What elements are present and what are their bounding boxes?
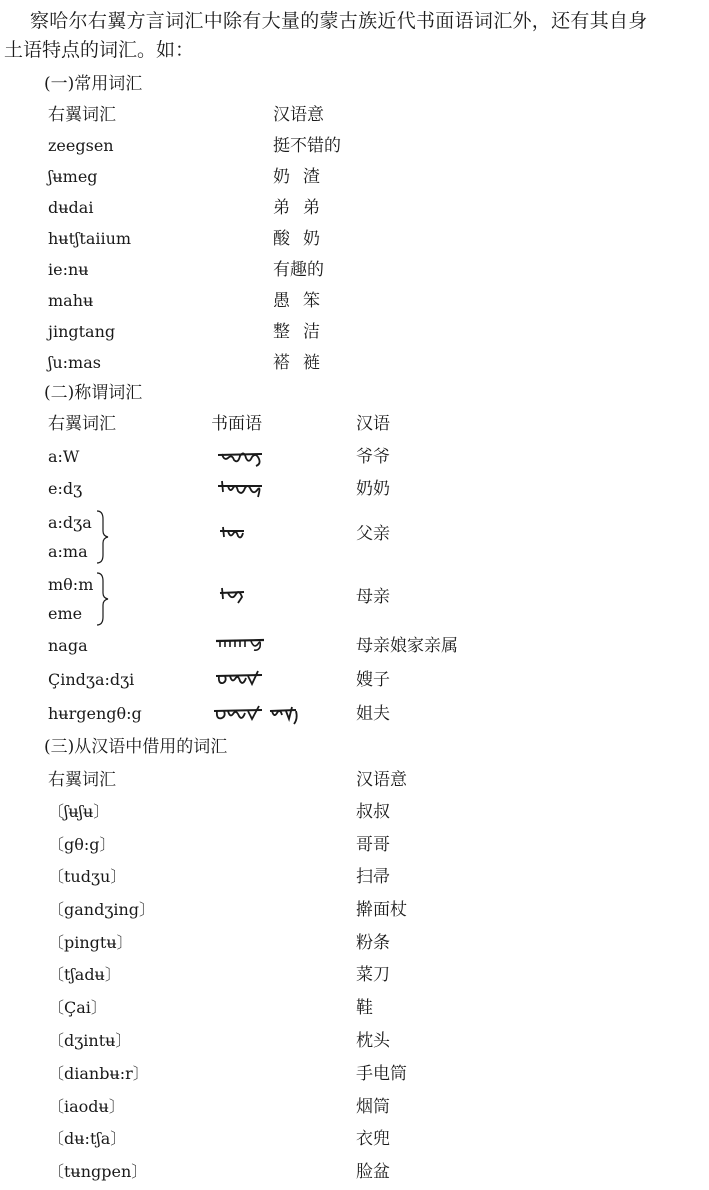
section3-col-header-meaning: 汉语意	[356, 770, 407, 790]
section1-row-word: ʃu:mas	[48, 353, 101, 372]
section3-row-meaning: 衣兜	[356, 1129, 390, 1149]
section2-row-word-alt: a:ma	[48, 542, 88, 561]
section3-row-meaning: 鞋	[356, 998, 373, 1018]
grouping-brace	[94, 571, 110, 627]
section1-heading: (一)常用词汇	[44, 74, 143, 94]
section1-row-meaning: 褡裢	[273, 353, 333, 373]
section3-row-word: 〔tʃadʉ〕	[48, 965, 121, 984]
section2-row-meaning: 母亲娘家亲属	[356, 636, 458, 656]
section3-row-word: 〔tudʒu〕	[48, 867, 127, 886]
mongolian-script-glyph	[214, 668, 266, 690]
section3-row-meaning: 脸盆	[356, 1162, 390, 1182]
mongolian-script-glyph	[216, 478, 264, 500]
section1-row-meaning: 酸奶	[273, 229, 333, 249]
section3-row-word: 〔pingtʉ〕	[48, 933, 133, 952]
intro-line-2: 土语特点的词汇。如：	[4, 39, 195, 61]
section3-row-word: 〔iaodʉ〕	[48, 1097, 125, 1116]
grouping-brace	[94, 509, 110, 565]
section2-row-word: naga	[48, 636, 88, 655]
section1-row-meaning: 愚笨	[273, 291, 333, 311]
mongolian-script-glyph	[212, 703, 302, 727]
section1-row-meaning: 奶渣	[273, 167, 333, 187]
intro-line-1: 察哈尔右翼方言词汇中除有大量的蒙古族近代书面语词汇外，还有其自身	[30, 10, 648, 32]
section3-row-meaning: 粉条	[356, 933, 390, 953]
section2-row-meaning: 姐夫	[356, 704, 390, 724]
section3-heading: (三)从汉语中借用的词汇	[44, 737, 228, 757]
section2-row-word-alt: eme	[48, 604, 83, 623]
section1-row-word: mahʉ	[48, 291, 94, 310]
section1-row-meaning: 挺不错的	[273, 136, 341, 156]
section3-row-word: 〔gandʒing〕	[48, 900, 156, 919]
section3-row-meaning: 菜刀	[356, 965, 390, 985]
section3-row-word: 〔dianbʉ:r〕	[48, 1064, 149, 1083]
section1-row-word: jingtang	[48, 322, 116, 341]
mongolian-script-glyph	[214, 634, 266, 654]
section3-row-word: 〔ʃʉʃʉ〕	[48, 802, 110, 821]
section3-row-meaning: 擀面杖	[356, 900, 407, 920]
section2-row-meaning: 奶奶	[356, 479, 390, 499]
mongolian-script-glyph	[218, 524, 246, 542]
section3-row-word: 〔Çai〕	[48, 998, 107, 1017]
section2-row-meaning: 母亲	[356, 587, 390, 607]
section2-row-word: hʉrgengθ:g	[48, 704, 142, 723]
section2-row-word: e:dʒ	[48, 479, 83, 498]
section3-row-meaning: 哥哥	[356, 835, 390, 855]
section1-col-header-meaning: 汉语意	[273, 105, 324, 125]
section3-row-meaning: 叔叔	[356, 802, 390, 822]
section2-heading: (二)称谓词汇	[44, 383, 143, 403]
section2-row-meaning: 父亲	[356, 524, 390, 544]
section1-row-word: ʃʉmeg	[48, 167, 98, 186]
section2-row-word: mθ:m	[48, 575, 94, 594]
section2-col-header-word: 右翼词汇	[48, 414, 116, 434]
section3-col-header-word: 右翼词汇	[48, 770, 116, 790]
mongolian-script-glyph	[216, 446, 264, 468]
section3-row-meaning: 枕头	[356, 1031, 390, 1051]
section3-row-word: 〔dʒintʉ〕	[48, 1031, 132, 1050]
section1-row-word: dʉdai	[48, 198, 94, 217]
section2-row-word: a:W	[48, 447, 80, 466]
section1-row-meaning: 整洁	[273, 322, 333, 342]
section1-row-meaning: 弟弟	[273, 198, 333, 218]
section3-row-meaning: 手电筒	[356, 1064, 407, 1084]
section3-row-word: 〔dʉ:tʃa〕	[48, 1129, 127, 1148]
section3-row-meaning: 扫帚	[356, 867, 390, 887]
section2-col-header-written: 书面语	[211, 414, 262, 434]
section2-row-meaning: 爷爷	[356, 447, 390, 467]
mongolian-script-glyph	[218, 585, 246, 605]
section2-row-word: Çindʒa:dʒi	[48, 670, 135, 689]
section1-col-header-word: 右翼词汇	[48, 105, 116, 125]
section3-row-word: 〔tʉngpen〕	[48, 1162, 148, 1181]
section1-row-word: ie:nʉ	[48, 260, 89, 279]
section3-row-meaning: 烟筒	[356, 1097, 390, 1117]
section1-row-meaning: 有趣的	[273, 260, 324, 280]
section2-row-meaning: 嫂子	[356, 670, 390, 690]
section2-col-header-chinese: 汉语	[356, 414, 390, 434]
section1-row-word: zeegsen	[48, 136, 114, 155]
section1-row-word: hʉtʃtaiium	[48, 229, 132, 248]
section3-row-word: 〔gθ:g〕	[48, 835, 116, 854]
section2-row-word: a:dʒa	[48, 513, 92, 532]
